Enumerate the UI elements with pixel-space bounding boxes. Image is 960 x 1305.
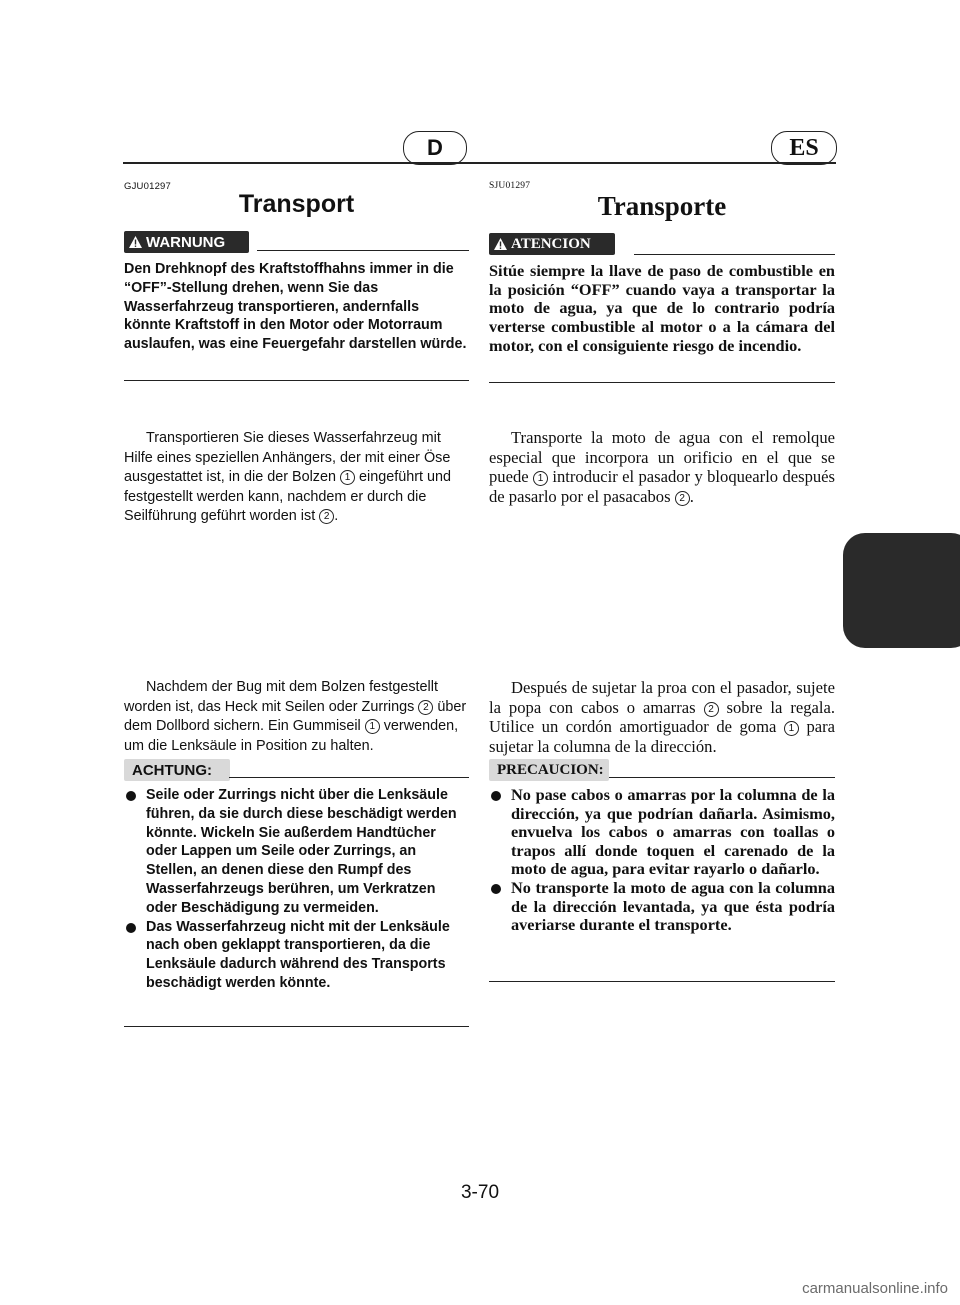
lang-badge-d [403,131,467,165]
es-caution-item [489,879,835,935]
es-paragraph-2 [489,678,835,756]
de-p2-b: über dem Dollbord sichern. Ein Gummiseil [124,698,467,735]
warning-triangle-icon [128,235,143,249]
bullet-icon [126,791,136,801]
bullet-icon [491,791,501,801]
es-caution-item [489,786,835,879]
de-section-title: Transport [238,190,355,218]
de-warning-bottom-rule [124,380,469,381]
ref-2-icon: 2 [418,700,433,715]
ref-1-icon: 1 [533,471,548,486]
es-caution-label [489,759,609,781]
es-warning-top-rule [634,254,835,255]
de-warning-top-rule [257,250,469,251]
de-p2-a: Nachdem der Bug mit dem Bolzen festgestellt worden ist, das Heck mit Seilen oder Zurrings [124,679,438,715]
bullet-icon [126,923,136,933]
es-section-title: Transporte [597,191,727,221]
es-section-code: SJU01297 [489,181,531,191]
de-paragraph-2 [124,678,469,756]
es-p2-a: Después de sujetar la proa con el pasador, sujete la popa con cabos o amarras [489,678,835,717]
de-p1-c: . [334,508,339,525]
de-caution-item-text: Seile oder Zurrings nicht über die Lenksäule führen, da sie durch diese beschädigt werden könnte. Wickeln Sie außerdem Handtücher oder Lappen um Seile oder Zurrings, an Stellen, an denen diese den Rumpf des Wasserfahrzeugs berühren, um Verkratzen oder Beschädigung zu vermeiden. [146,787,457,916]
page-number: 3-70 [460,1182,500,1203]
de-caution-list [124,786,469,993]
warning-triangle-icon [493,237,508,251]
de-p1-b: eingeführt und festgestellt werden kann, nachdem er durch die Seilführung geführt worden ist [124,469,452,525]
de-caution-bottom-rule [124,1026,469,1027]
de-warning-text: Den Drehknopf des Kraftstoffhahns immer in die “OFF”-Stellung drehen, wenn Sie das Wasserfahrzeug transportieren, andernfalls könnte Kraftstoff in den Motor oder Motorraum auslaufen, was eine Feuergefahr darstellen würde. [124,261,467,353]
bullet-icon [491,884,501,894]
de-caution-label-text: ACHTUNG: [132,761,212,779]
de-caution-item-text: Das Wasserfahrzeug nicht mit der Lenksäule nach oben geklappt transportieren, da die Lenksäule dadurch während des Transports beschädigt werden könnte. [146,918,450,991]
es-warning-bottom-rule [489,382,835,383]
watermark: carmanualsonline.info [802,1280,948,1297]
es-caution-label-text: PRECAUCION: [497,761,604,778]
ref-2-icon: 2 [319,509,334,524]
de-caution-top-rule [229,777,469,778]
ref-1-icon: 1 [340,470,355,485]
de-caution-label [124,759,230,781]
es-p1-b: introducir el pasador y bloquearlo después de pasarlo por el pasacabos [489,467,835,506]
es-caution-list [489,786,835,935]
es-caution-bottom-rule [489,981,835,982]
de-section-code: GJU01297 [124,181,172,192]
de-p1-a: Transportieren Sie dieses Wasserfahrzeug mit Hilfe eines speziellen Anhängers, der mit einer Öse ausgestattet ist, in die der Bolzen [124,430,451,486]
ref-1-icon: 1 [365,719,380,734]
es-caution-item-text: No pase cabos o amarras por la columna de la dirección, ya que podrían dañarla. Asimismo, envuelva los cabos o amarras con toallas o trapos allí donde toquen el carenado de la moto de agua, para evitar rayarlo o dañarlo. [511,785,835,879]
es-warning-label [489,233,615,255]
lang-badge-es [771,131,837,165]
es-caution-top-rule [609,777,835,778]
de-warning-label-text: WARNUNG [146,233,226,251]
lang-badge-d-text: D [427,135,443,160]
de-caution-item [124,918,469,993]
lang-badge-es-text: ES [789,134,819,161]
ref-2-icon: 2 [704,702,719,717]
es-p2-c: para sujetar la columna de la dirección. [489,717,835,756]
de-paragraph-1 [124,429,469,527]
es-caution-item-text: No transporte la moto de agua con la columna de la dirección levantada, ya que ésta podría averiarse durante el transporte. [511,877,835,935]
header-rule [123,162,836,164]
es-p2-b: sobre la regala. Utilice un cordón amortiguador de goma [489,697,836,737]
es-warning-label-text: ATENCION [511,235,591,252]
ref-1-icon: 1 [784,721,799,736]
es-paragraph-1 [489,428,835,506]
ref-2-icon: 2 [675,491,690,506]
de-caution-item [124,786,469,918]
chapter-side-tab [843,533,960,648]
es-warning-text: Sitúe siempre la llave de paso de combustible en la posición “OFF” cuando vaya a transportar la moto de agua, ya que de lo contrario podría verterse combustible al motor o a la cámara del motor, con el consiguiente riesgo de incendio. [489,261,835,355]
es-p1-c: . [689,486,694,506]
es-p1-a: Transporte la moto de agua con el remolque especial que incorpora un orificio en el que se puede [489,428,835,487]
de-p2-c: verwenden, um die Lenksäule in Position zu halten. [124,718,459,754]
de-warning-label [124,231,249,253]
